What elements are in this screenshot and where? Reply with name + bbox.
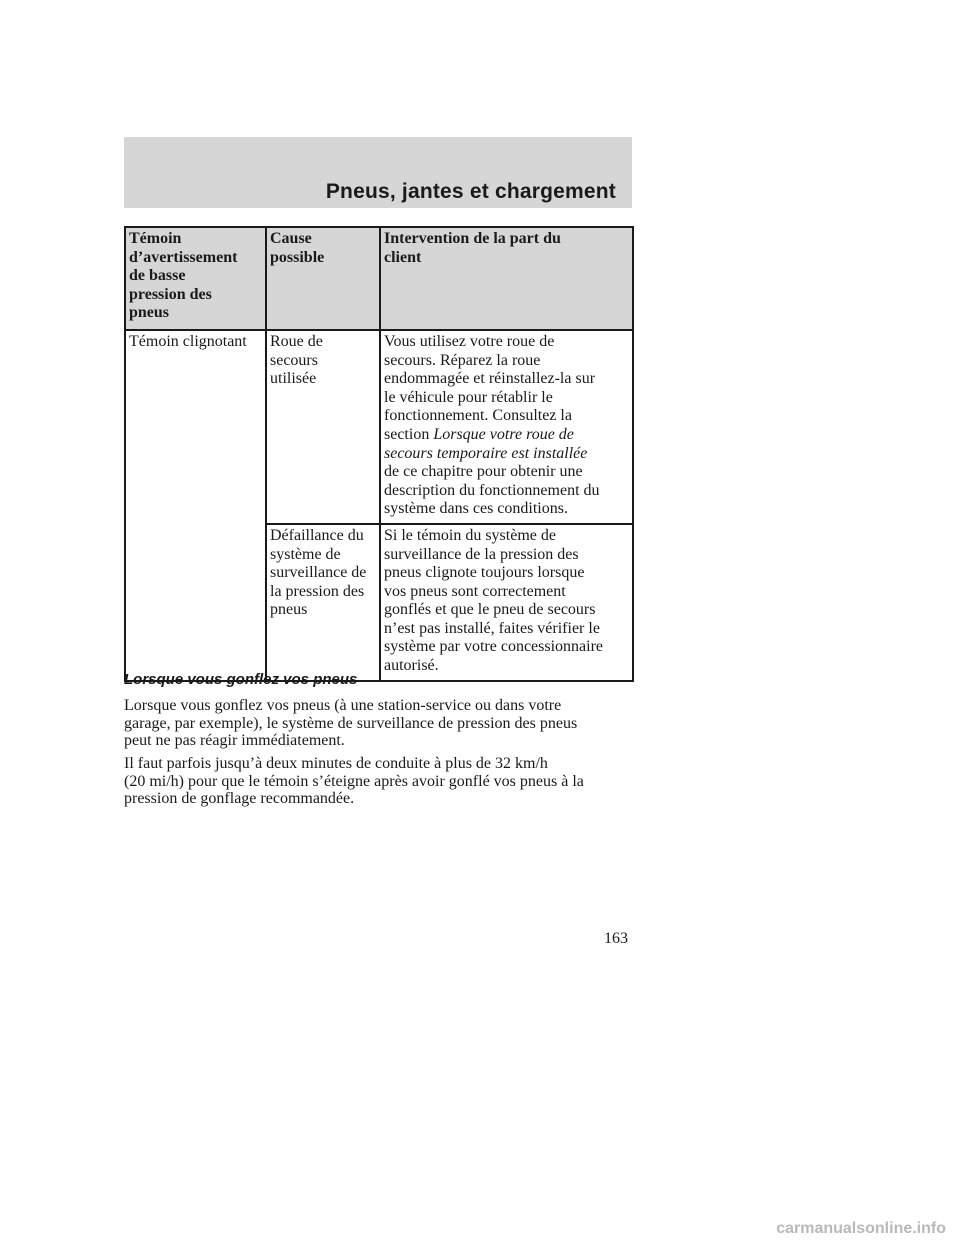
action-line: gonflés et que le pneu de secours	[384, 601, 596, 619]
paragraph-inflation-delay	[124, 697, 644, 750]
header-indicator-line: pneus	[129, 304, 170, 322]
action-line: le véhicule pour rétablir le	[384, 388, 553, 406]
action-line: description du fonctionnement du	[384, 481, 600, 499]
page-header-title: Pneus, jantes et chargement	[325, 180, 616, 203]
action-line: secours. Réparez la roue	[384, 351, 541, 369]
cause-cell	[266, 524, 380, 681]
action-line: système par votre concessionnaire	[384, 638, 604, 656]
header-cause-line: possible	[270, 248, 325, 266]
paragraph-line: pression de gonflage recommandée.	[124, 790, 355, 807]
cause-line: pneus	[270, 601, 308, 619]
paragraph-light-off	[124, 755, 644, 808]
paragraph-line: Il faut parfois jusqu’à deux minutes de conduite à plus de 32 km/h	[124, 755, 548, 772]
cross-reference: Lorsque votre roue de	[433, 425, 574, 443]
tpms-warning-table	[124, 226, 634, 682]
action-line-mixed	[384, 426, 629, 445]
header-action	[380, 227, 633, 330]
paragraph-line: peut ne pas réagir immédiatement.	[124, 732, 345, 749]
action-line: endommagée et réinstallez-la sur	[384, 370, 596, 388]
action-line: autorisé.	[384, 657, 439, 675]
action-line: fonctionnement. Consultez la	[384, 407, 572, 425]
header-indicator-line: Témoin	[129, 230, 182, 247]
cause-line: utilisée	[270, 370, 317, 388]
action-cell	[380, 524, 633, 681]
header-indicator-line: pression des	[129, 285, 212, 303]
header-cause	[266, 227, 380, 330]
action-line: vos pneus sont correctement	[384, 582, 566, 600]
paragraph-line: (20 mi/h) pour que le témoin s’éteigne après avoir gonflé vos pneus à la	[124, 772, 584, 790]
action-text: section	[384, 425, 434, 443]
section-heading: Lorsque vous gonflez vos pneus	[124, 671, 358, 688]
cause-line: surveillance de	[270, 564, 367, 582]
action-line: n’est pas installé, faites vérifier le	[384, 619, 600, 637]
cause-line: système de	[270, 545, 341, 563]
header-action-line: Intervention de la part du	[384, 230, 561, 247]
action-line: Si le témoin du système de	[384, 526, 556, 544]
paragraph-line: garage, par exemple), le système de surveillance de pression des pneus	[124, 714, 578, 732]
action-line-italic	[384, 445, 629, 464]
action-line: surveillance de la pression des	[384, 545, 579, 563]
action-line: pneus clignote toujours lorsque	[384, 564, 585, 582]
action-line: Vous utilisez votre roue de	[384, 332, 555, 350]
header-indicator-line: de basse	[129, 267, 186, 285]
action-cell	[380, 330, 633, 524]
header-indicator	[125, 227, 266, 330]
header-cause-line: Cause	[270, 230, 312, 247]
page-number: 163	[604, 930, 628, 947]
table-header-row	[125, 227, 633, 330]
indicator-cell	[125, 330, 266, 681]
cross-reference: secours temporaire est installée	[384, 444, 588, 462]
action-line: système dans ces conditions.	[384, 500, 568, 518]
cause-line: Roue de	[270, 332, 323, 350]
cause-cell	[266, 330, 380, 524]
cause-line: secours	[270, 351, 318, 369]
header-indicator-line: d’avertissement	[129, 248, 238, 266]
watermark: carmanualsonline.info	[776, 1220, 946, 1237]
table-row	[125, 330, 633, 524]
action-line: de ce chapitre pour obtenir une	[384, 463, 583, 481]
header-action-line: client	[384, 248, 422, 266]
cause-line: la pression des	[270, 582, 365, 600]
paragraph-line: Lorsque vous gonflez vos pneus (à une station-service ou dans votre	[124, 697, 562, 714]
header-band	[124, 137, 632, 208]
cause-line: Défaillance du	[270, 526, 364, 544]
indicator-text: Témoin clignotant	[129, 332, 247, 350]
